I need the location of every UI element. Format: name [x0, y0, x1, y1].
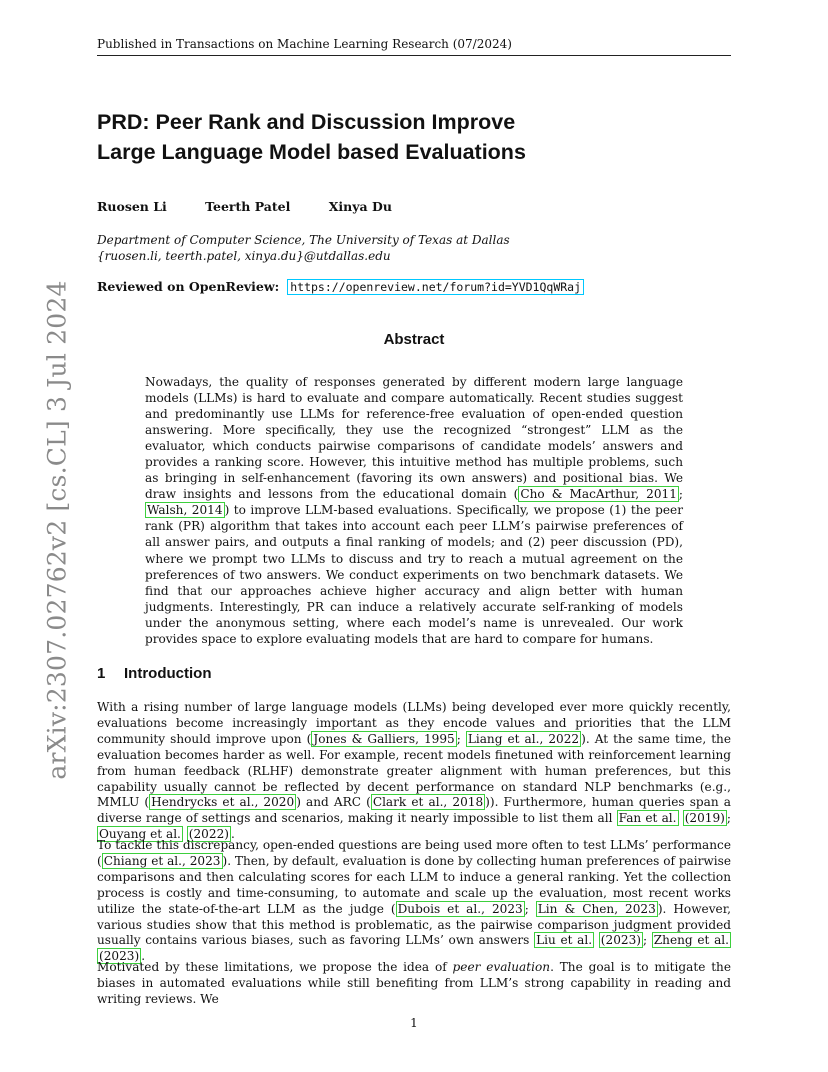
- paper-title: [97, 107, 697, 167]
- title-line-2: Large Language Model based Evaluations: [97, 140, 526, 164]
- citation-link[interactable]: Liang et al., 2022: [467, 731, 580, 746]
- page-number: 1: [410, 1016, 418, 1030]
- section-number: 1: [97, 665, 106, 682]
- header-rule: [97, 55, 731, 56]
- department: Department of Computer Science, The University of Texas at Dallas: [97, 233, 510, 247]
- citation-link[interactable]: Jones & Galliers, 1995: [313, 731, 455, 746]
- citation-link[interactable]: Ouyang et al.: [99, 827, 181, 842]
- intro-paragraph: To tackle this discrepancy, open-ended questions are being used more often to test LLMs’ performance ( Chiang et al., 2023 ). Then, by default, evaluation is done by collecting human preferences of pairwise comparisons and then calculating scores for each LLM to induce a general ranking. Yet the collection process is costly and time-consuming, to automate and scale up the evaluation, most recent works utilize the state-of-the-art LLM as the judge ( Dubois et al., 2023 ; Lin & Chen, 2023 ). However, various studies show that this method is problematic, as the pairwise comparison judgment provided usually contains various biases, such as favoring LLMs’ own answers Liu et al. (2023) ; Zheng et al. (2023) .: [97, 838, 732, 964]
- affiliation: [97, 232, 510, 264]
- openreview-link[interactable]: https://openreview.net/forum?id=YVD1QqWRaj: [287, 279, 584, 295]
- author-name: Xinya Du: [328, 199, 392, 214]
- intro-paragraph: Motivated by these limitations, we propose the idea of peer evaluation. The goal is to mitigate the biases in automated evaluations while still benefiting from LLM’s strong capability in reading and writing reviews. We: [97, 960, 732, 1006]
- citation-link[interactable]: (2022): [188, 827, 229, 842]
- citation-link[interactable]: Liu et al.: [536, 933, 593, 948]
- citation-link[interactable]: Clark et al., 2018: [372, 795, 484, 810]
- abstract-body: [145, 374, 683, 647]
- arxiv-side-stamp: [42, 280, 72, 780]
- intro-paragraph: With a rising number of large language models (LLMs) being developed ever more quickly recently, evaluations become increasingly important as they encode values and priorities that the LLM community should improve upon ( Jones & Galliers, 1995 ; Liang et al., 2022 ). At the same time, the evaluation becomes harder as well. For example, recent models finetuned with reinforcement learning from human feedback (RLHF) demonstrate greater alignment with human preferences, but this capability usually cannot be reflected by decent performance on standard NLP benchmarks (e.g., MMLU ( Hendrycks et al., 2020 ) and ARC ( Clark et al., 2018 )). Furthermore, human queries span a diverse range of settings and scenarios, making it nearly impossible to list them all Fan et al. (2019) ; Ouyang et al. (2022) .: [97, 700, 732, 842]
- author-emails: {ruosen.li, teerth.patel, xinya.du}@utdallas.edu: [97, 249, 391, 263]
- author-list: [97, 199, 426, 214]
- citation-separator: ;: [678, 487, 683, 502]
- abstract-text: Nowadays, the quality of responses generated by different modern large language models (LLMs) is hard to evaluate and compare automatically. Recent studies suggest and predominantly use LLMs for reference-free evaluation of open-ended question answering. More specifically, they use the recognized “strongest” LLM as the evaluator, which conducts pairwise comparisons of candidate models’ answers and provides a ranking score. However, this intuitive method has multiple problems, such as bringing in self-enhancement (favoring its own answers) and positional bias. We draw insights and lessons from the educational domain (: [145, 375, 683, 502]
- review-label: Reviewed on OpenReview:: [97, 279, 280, 294]
- title-line-1: PRD: Peer Rank and Discussion Improve: [97, 110, 516, 134]
- citation-link[interactable]: Chiang et al., 2023: [103, 853, 221, 868]
- citation-link[interactable]: (2023): [99, 949, 140, 964]
- citation-link[interactable]: (2019): [684, 811, 725, 826]
- section-title: Introduction: [124, 665, 212, 682]
- citation-link[interactable]: (2023): [600, 933, 641, 948]
- abstract-heading: Abstract: [383, 331, 445, 348]
- citation-link[interactable]: Dubois et al., 2023: [397, 901, 523, 916]
- citation-link[interactable]: Walsh, 2014: [147, 503, 223, 518]
- citation-link[interactable]: Lin & Chen, 2023: [537, 901, 656, 916]
- author-name: Ruosen Li: [97, 199, 167, 214]
- emphasis: peer evaluation: [452, 960, 551, 974]
- citation-link[interactable]: Zheng et al.: [653, 933, 729, 948]
- abstract-text: ) to improve LLM-based evaluations. Specifically, we propose (1) the peer rank (PR) algorithm that takes into account each peer LLM’s pairwise preferences of all answer pairs, and outputs a final ranking of models; and (2) peer discussion (PD), where we prompt two LLMs to discuss and try to reach a mutual agreement on the preferences of two answers. We conduct experiments on two benchmark datasets. We find that our approaches achieve higher accuracy and align better with human judgments. Interestingly, PR can induce a relatively accurate self-ranking of models under the anonymous setting, where each model’s name is unrevealed. Our work provides space to explore evaluating models that are hard to compare for humans.: [145, 503, 683, 646]
- arxiv-id: arXiv:2307.02762v2 [cs.CL] 3 Jul 2024: [42, 280, 72, 780]
- section-heading: [97, 665, 211, 682]
- citation-link[interactable]: Fan et al.: [618, 811, 677, 826]
- running-header: Published in Transactions on Machine Learning Research (07/2024): [97, 37, 512, 51]
- citation-link[interactable]: Cho & MacArthur, 2011: [520, 487, 677, 502]
- review-line: [97, 279, 584, 294]
- citation-link[interactable]: Hendrycks et al., 2020: [151, 795, 295, 810]
- author-name: Teerth Patel: [205, 199, 291, 214]
